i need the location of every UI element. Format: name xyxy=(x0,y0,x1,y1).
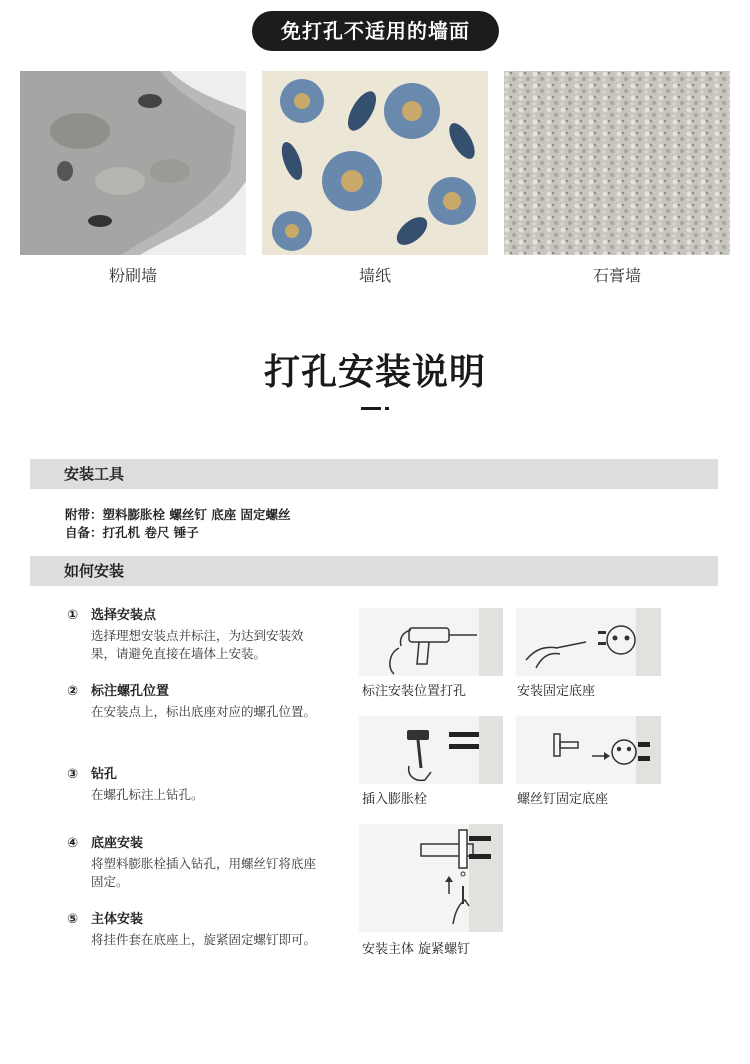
step-number: ④ xyxy=(67,836,79,851)
illustration-caption: 插入膨胀栓 xyxy=(362,792,428,807)
plaster-wall-image xyxy=(20,71,246,255)
step-2 xyxy=(67,680,327,721)
wall-caption-gypsum: 石膏墙 xyxy=(592,266,641,285)
tools-heading-band xyxy=(30,459,718,489)
illustration-caption: 安装主体 旋紧螺钉 xyxy=(362,942,471,957)
illustration-caption: 螺丝钉固定底座 xyxy=(517,792,609,807)
unsuitable-walls-label: 免打孔不适用的墙面 xyxy=(252,11,499,51)
step-title: 标注螺孔位置 xyxy=(91,684,170,699)
illustration-caption: 标注安装位置打孔 xyxy=(362,684,467,699)
tools-included: 附带：塑料膨胀栓 螺丝钉 底座 固定螺丝 xyxy=(65,507,291,522)
hammer-illustration xyxy=(359,716,503,784)
step-description: 在螺孔标注上钻孔。 xyxy=(91,787,204,802)
step-title: 选择安装点 xyxy=(91,608,157,623)
step-4 xyxy=(67,832,327,891)
step-description: 将挂件套在底座上，旋紧固定螺钉即可。 xyxy=(91,932,317,947)
step-description: 在安装点上，标出底座对应的螺孔位置。 xyxy=(91,704,317,719)
hammer-icon xyxy=(359,716,503,784)
step-description: 将塑料膨胀栓插入钻孔，用螺丝钉将底座固定。 xyxy=(91,856,317,889)
step-5 xyxy=(67,908,327,949)
section-title: 打孔安装说明 xyxy=(263,352,486,393)
step-number: ① xyxy=(67,608,79,623)
hook-mount-icon xyxy=(359,824,503,932)
step-title: 主体安装 xyxy=(91,912,144,927)
drill-icon xyxy=(359,608,503,676)
screw-base-illustration xyxy=(516,716,661,784)
step-number: ⑤ xyxy=(67,912,79,927)
howto-heading: 如何安装 xyxy=(64,562,125,580)
illustration-caption: 安装固定底座 xyxy=(517,684,596,699)
hook-mount-illustration xyxy=(359,824,503,932)
step-title: 底座安装 xyxy=(91,836,144,851)
screw-base-icon xyxy=(516,716,661,784)
howto-heading-band xyxy=(30,556,718,586)
wallpaper-image xyxy=(262,71,488,255)
drill-illustration xyxy=(359,608,503,676)
step-title: 钻孔 xyxy=(91,767,118,782)
step-description: 选择理想安装点并标注，为达到安装效果，请避免直接在墙体上安装。 xyxy=(91,628,304,661)
title-underline-icon xyxy=(361,406,391,412)
step-number: ③ xyxy=(67,767,79,782)
step-3 xyxy=(67,763,327,804)
wall-caption-wallpaper: 墙纸 xyxy=(358,266,391,285)
tools-heading: 安装工具 xyxy=(64,465,125,483)
screwdriver-icon xyxy=(516,608,661,676)
screwdriver-illustration xyxy=(516,608,661,676)
step-1 xyxy=(67,604,327,663)
tools-self-prepared: 自备：打孔机 卷尺 锤子 xyxy=(65,525,199,540)
gypsum-wall-image xyxy=(504,71,730,255)
step-number: ② xyxy=(67,684,79,699)
wall-caption-plaster: 粉刷墙 xyxy=(108,266,157,285)
